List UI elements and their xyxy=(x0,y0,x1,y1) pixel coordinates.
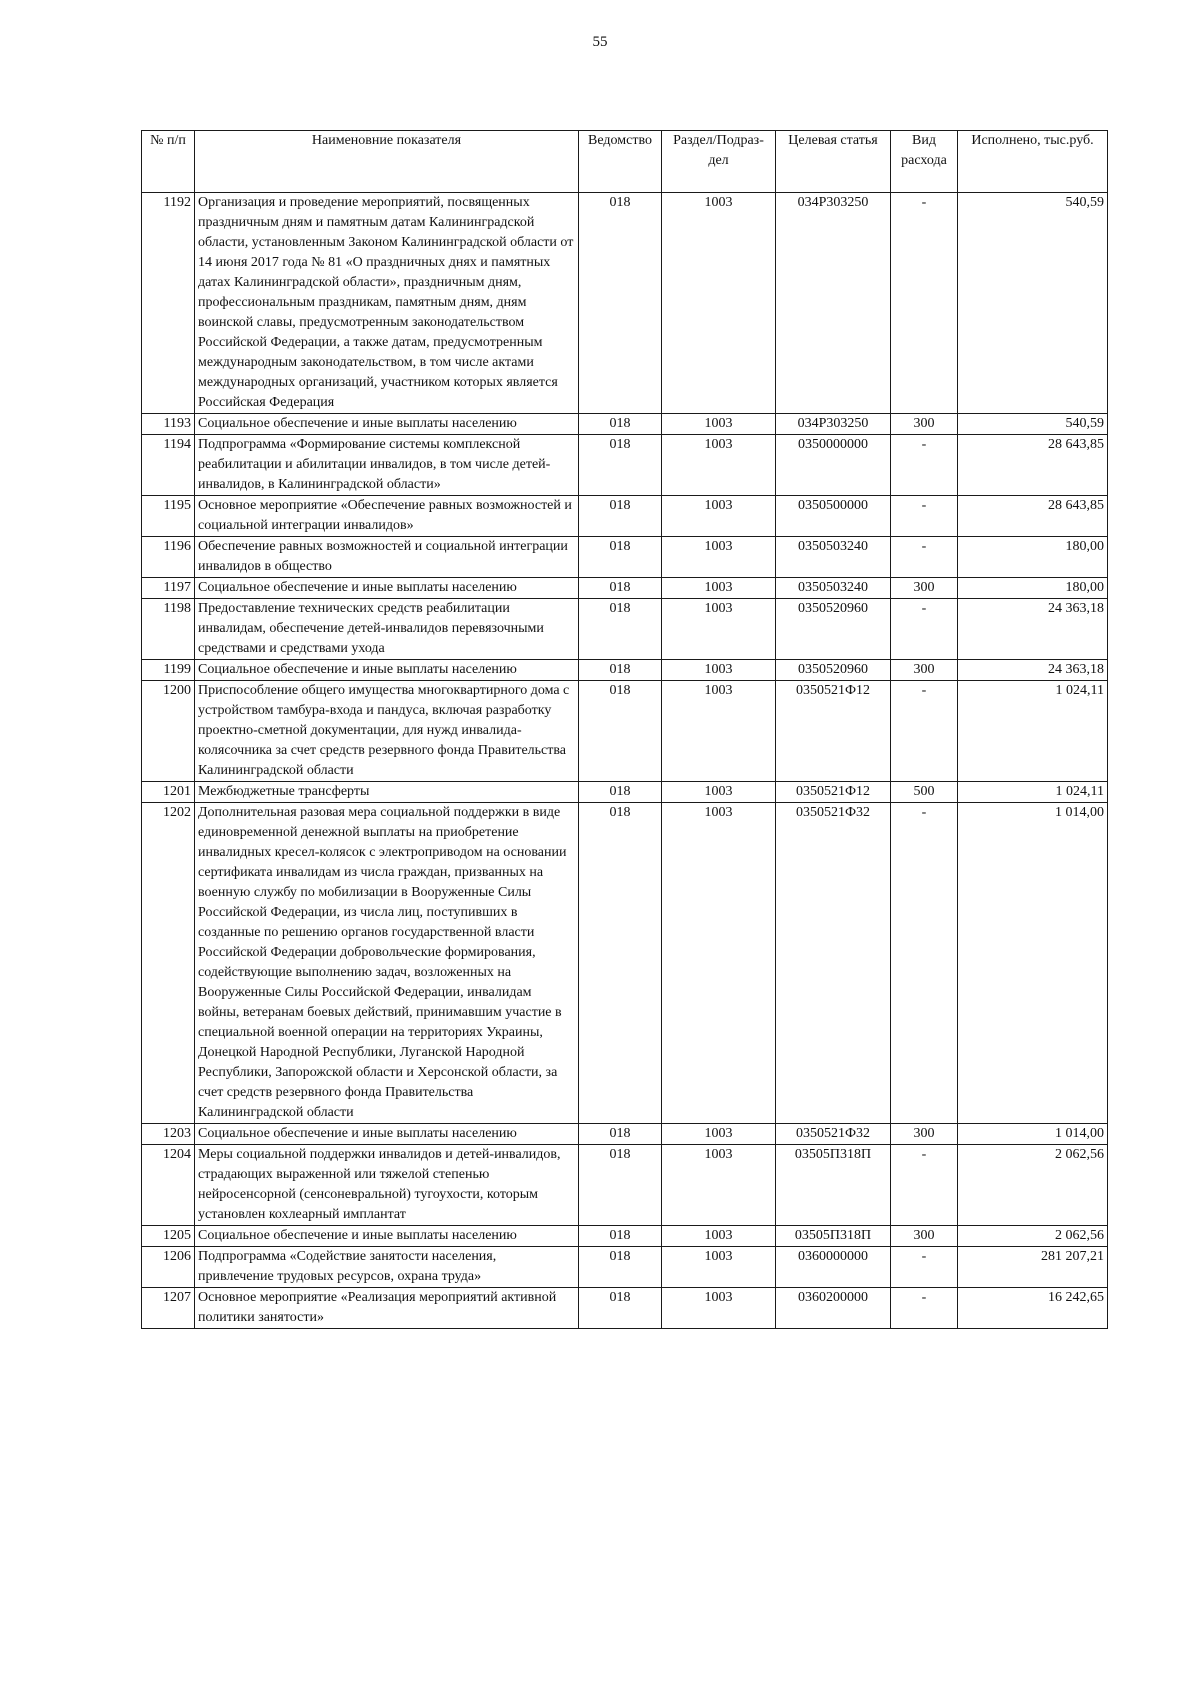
table-row xyxy=(142,496,1108,537)
table-row xyxy=(142,681,1108,782)
section-code: 1003 xyxy=(662,496,776,537)
header-num: № п/п xyxy=(142,131,195,193)
table-row xyxy=(142,782,1108,803)
row-number: 1196 xyxy=(142,537,195,578)
indicator-name: Меры социальной поддержки инвалидов и детей-инвалидов, страдающих выраженной или тяжелой степенью нейросенсорной (сенсоневральной) тугоухости, которым установлен кохлеарный имплантат xyxy=(195,1145,579,1226)
table-header-row xyxy=(142,131,1108,193)
table-row xyxy=(142,537,1108,578)
table-row xyxy=(142,414,1108,435)
department-code: 018 xyxy=(579,782,662,803)
target-article: 0350520960 xyxy=(776,599,891,660)
target-article: 0350521Ф12 xyxy=(776,782,891,803)
section-code: 1003 xyxy=(662,578,776,599)
indicator-name: Основное мероприятие «Обеспечение равных возможностей и социальной интеграции инвалидов» xyxy=(195,496,579,537)
department-code: 018 xyxy=(579,1145,662,1226)
section-code: 1003 xyxy=(662,1145,776,1226)
expense-type: - xyxy=(891,1247,958,1288)
indicator-name: Подпрограмма «Содействие занятости населения, привлечение трудовых ресурсов, охрана труда» xyxy=(195,1247,579,1288)
expense-type: - xyxy=(891,681,958,782)
section-code: 1003 xyxy=(662,537,776,578)
executed-amount: 1 014,00 xyxy=(958,803,1108,1124)
table-row xyxy=(142,1247,1108,1288)
row-number: 1204 xyxy=(142,1145,195,1226)
department-code: 018 xyxy=(579,414,662,435)
department-code: 018 xyxy=(579,599,662,660)
row-number: 1195 xyxy=(142,496,195,537)
header-target: Целевая статья xyxy=(776,131,891,193)
row-number: 1197 xyxy=(142,578,195,599)
department-code: 018 xyxy=(579,660,662,681)
indicator-name: Социальное обеспечение и иные выплаты населению xyxy=(195,1124,579,1145)
row-number: 1199 xyxy=(142,660,195,681)
executed-amount: 2 062,56 xyxy=(958,1145,1108,1226)
indicator-name: Обеспечение равных возможностей и социальной интеграции инвалидов в общество xyxy=(195,537,579,578)
target-article: 034P303250 xyxy=(776,414,891,435)
executed-amount: 24 363,18 xyxy=(958,660,1108,681)
row-number: 1193 xyxy=(142,414,195,435)
target-article: 0350520960 xyxy=(776,660,891,681)
section-code: 1003 xyxy=(662,1288,776,1329)
header-section: Раздел/Подраз-дел xyxy=(662,131,776,193)
expense-type: 500 xyxy=(891,782,958,803)
target-article: 0360200000 xyxy=(776,1288,891,1329)
indicator-name: Приспособление общего имущества многоквартирного дома с устройством тамбура-входа и пандуса, включая разработку проектно-сметной документации, для нужд инвалида-колясочника за счет средств резервного фонда Правительства Калининградской области xyxy=(195,681,579,782)
indicator-name: Дополнительная разовая мера социальной поддержки в виде единовременной денежной выплаты на приобретение инвалидных кресел-колясок с электроприводом на основании сертификата инвалидам из числа граждан, призванных на военную службу по мобилизации в Вооруженные Силы Российской Федерации, из числа лиц, поступивших в созданные по решению органов государственной власти Российской Федерации добровольческие формирования, содействующие выполнению задач, возложенных на Вооруженные Силы Российской Федерации, инвалидам войны, ветеранам боевых действий, принимавшим участие в специальной военной операции на территориях Украины, Донецкой Народной Республики, Луганской Народной Республики, Запорожской области и Херсонской области, за счет средств резервного фонда Правительства Калининградской области xyxy=(195,803,579,1124)
executed-amount: 16 242,65 xyxy=(958,1288,1108,1329)
row-number: 1202 xyxy=(142,803,195,1124)
executed-amount: 540,59 xyxy=(958,193,1108,414)
table-row xyxy=(142,1124,1108,1145)
target-article: 0350000000 xyxy=(776,435,891,496)
executed-amount: 1 024,11 xyxy=(958,782,1108,803)
executed-amount: 2 062,56 xyxy=(958,1226,1108,1247)
table-row xyxy=(142,435,1108,496)
table-row xyxy=(142,193,1108,414)
expense-type: - xyxy=(891,803,958,1124)
expense-type: 300 xyxy=(891,414,958,435)
indicator-name: Социальное обеспечение и иные выплаты населению xyxy=(195,660,579,681)
row-number: 1203 xyxy=(142,1124,195,1145)
department-code: 018 xyxy=(579,193,662,414)
indicator-name: Основное мероприятие «Реализация мероприятий активной политики занятости» xyxy=(195,1288,579,1329)
executed-amount: 180,00 xyxy=(958,578,1108,599)
target-article: 0350503240 xyxy=(776,537,891,578)
section-code: 1003 xyxy=(662,1124,776,1145)
section-code: 1003 xyxy=(662,1247,776,1288)
section-code: 1003 xyxy=(662,1226,776,1247)
expense-type: 300 xyxy=(891,660,958,681)
budget-execution-table xyxy=(141,130,1108,1329)
page-number: 55 xyxy=(592,34,608,50)
header-amount: Исполнено, тыс.руб. xyxy=(958,131,1108,193)
executed-amount: 1 024,11 xyxy=(958,681,1108,782)
target-article: 0350521Ф12 xyxy=(776,681,891,782)
executed-amount: 540,59 xyxy=(958,414,1108,435)
table-row xyxy=(142,803,1108,1124)
department-code: 018 xyxy=(579,578,662,599)
indicator-name: Социальное обеспечение и иные выплаты населению xyxy=(195,414,579,435)
header-kind: Вид расхода xyxy=(891,131,958,193)
indicator-name: Организация и проведение мероприятий, посвященных праздничным дням и памятным датам Калининградской области, установленным Законом Калининградской области от 14 июня 2017 года № 81 «О праздничных днях и памятных датах Калининградской области», праздничным дням, профессиональным праздникам, памятным дням, дням воинской славы, предусмотренным законодательством Российской Федерации, а также датам, предусмотренным международным законодательством, в том числе актами международных организаций, участником которых является Российская Федерация xyxy=(195,193,579,414)
expense-type: - xyxy=(891,496,958,537)
row-number: 1198 xyxy=(142,599,195,660)
row-number: 1200 xyxy=(142,681,195,782)
expense-type: 300 xyxy=(891,1226,958,1247)
row-number: 1194 xyxy=(142,435,195,496)
target-article: 03505П318П xyxy=(776,1226,891,1247)
table-row xyxy=(142,660,1108,681)
indicator-name: Предоставление технических средств реабилитации инвалидам, обеспечение детей-инвалидов перевязочными средствами и средствами ухода xyxy=(195,599,579,660)
target-article: 0350503240 xyxy=(776,578,891,599)
section-code: 1003 xyxy=(662,193,776,414)
department-code: 018 xyxy=(579,1124,662,1145)
department-code: 018 xyxy=(579,803,662,1124)
section-code: 1003 xyxy=(662,435,776,496)
target-article: 0350521Ф32 xyxy=(776,1124,891,1145)
expense-type: - xyxy=(891,193,958,414)
section-code: 1003 xyxy=(662,599,776,660)
expense-type: - xyxy=(891,435,958,496)
department-code: 018 xyxy=(579,496,662,537)
department-code: 018 xyxy=(579,681,662,782)
indicator-name: Социальное обеспечение и иные выплаты населению xyxy=(195,578,579,599)
target-article: 03505П318П xyxy=(776,1145,891,1226)
target-article: 0350500000 xyxy=(776,496,891,537)
department-code: 018 xyxy=(579,1247,662,1288)
executed-amount: 281 207,21 xyxy=(958,1247,1108,1288)
expense-type: 300 xyxy=(891,578,958,599)
table-row xyxy=(142,1288,1108,1329)
header-name: Наименовние показателя xyxy=(195,131,579,193)
department-code: 018 xyxy=(579,435,662,496)
section-code: 1003 xyxy=(662,803,776,1124)
department-code: 018 xyxy=(579,1226,662,1247)
section-code: 1003 xyxy=(662,414,776,435)
row-number: 1205 xyxy=(142,1226,195,1247)
target-article: 0350521Ф32 xyxy=(776,803,891,1124)
target-article: 034P303250 xyxy=(776,193,891,414)
indicator-name: Социальное обеспечение и иные выплаты населению xyxy=(195,1226,579,1247)
executed-amount: 24 363,18 xyxy=(958,599,1108,660)
executed-amount: 28 643,85 xyxy=(958,435,1108,496)
executed-amount: 180,00 xyxy=(958,537,1108,578)
indicator-name: Межбюджетные трансферты xyxy=(195,782,579,803)
expense-type: 300 xyxy=(891,1124,958,1145)
table-row xyxy=(142,1145,1108,1226)
expense-type: - xyxy=(891,1145,958,1226)
target-article: 0360000000 xyxy=(776,1247,891,1288)
row-number: 1207 xyxy=(142,1288,195,1329)
executed-amount: 1 014,00 xyxy=(958,1124,1108,1145)
section-code: 1003 xyxy=(662,660,776,681)
expense-type: - xyxy=(891,599,958,660)
expense-type: - xyxy=(891,537,958,578)
indicator-name: Подпрограмма «Формирование системы комплексной реабилитации и абилитации инвалидов, в том числе детей-инвалидов, в Калининградской области» xyxy=(195,435,579,496)
row-number: 1206 xyxy=(142,1247,195,1288)
row-number: 1192 xyxy=(142,193,195,414)
expense-type: - xyxy=(891,1288,958,1329)
section-code: 1003 xyxy=(662,681,776,782)
row-number: 1201 xyxy=(142,782,195,803)
header-dept: Ведомство xyxy=(579,131,662,193)
table-row xyxy=(142,599,1108,660)
table-row xyxy=(142,1226,1108,1247)
executed-amount: 28 643,85 xyxy=(958,496,1108,537)
department-code: 018 xyxy=(579,537,662,578)
table-row xyxy=(142,578,1108,599)
section-code: 1003 xyxy=(662,782,776,803)
department-code: 018 xyxy=(579,1288,662,1329)
